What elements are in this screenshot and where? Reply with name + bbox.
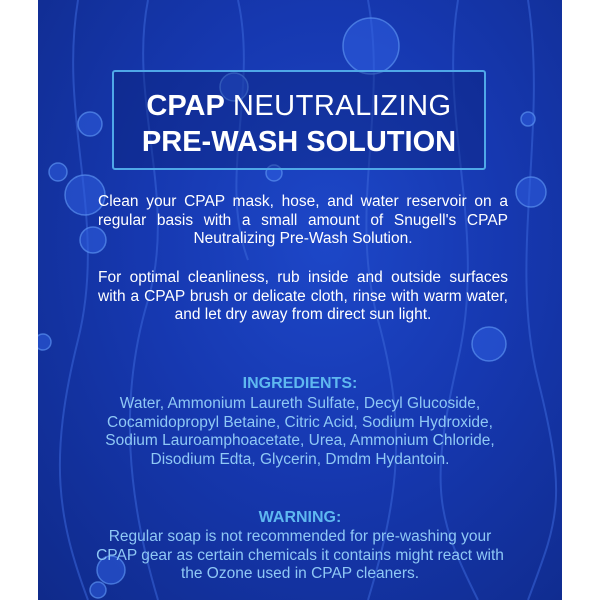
title-cpap: CPAP — [146, 90, 225, 122]
warning-text: Regular soap is not recommended for pre-washing your CPAP gear as certain chemicals it contains might react with the Ozone used in CPAP cleaners. — [96, 528, 504, 582]
title-neutralizing: NEUTRALIZING — [232, 90, 452, 122]
title-line-1 — [114, 90, 484, 123]
ingredients-heading: INGREDIENTS: — [242, 375, 358, 392]
label-panel — [38, 0, 562, 600]
title-box — [112, 70, 486, 170]
paragraph-instructions: For optimal cleanliness, rub inside and outside surfaces with a CPAP brush or delicate cloth, rinse with warm water, and let dry away from direct sun light. — [98, 269, 508, 323]
warning-heading: WARNING: — [258, 509, 342, 526]
title-line-2: PRE-WASH SOLUTION — [141, 126, 457, 158]
paragraph-cleaning: Clean your CPAP mask, hose, and water reservoir on a regular basis with a small amount of Snugell's CPAP Neutralizing Pre-Wash Solution. — [98, 193, 508, 247]
ingredients-text: Water, Ammonium Laureth Sulfate, Decyl Glucoside, Cocamidopropyl Betaine, Citric Acid, Sodium Hydroxide, Sodium Lauroamphoacetate, Urea, Ammonium Chloride, Disodium Edta, Glycerin, Dmdm Hydantoin. — [105, 395, 495, 468]
